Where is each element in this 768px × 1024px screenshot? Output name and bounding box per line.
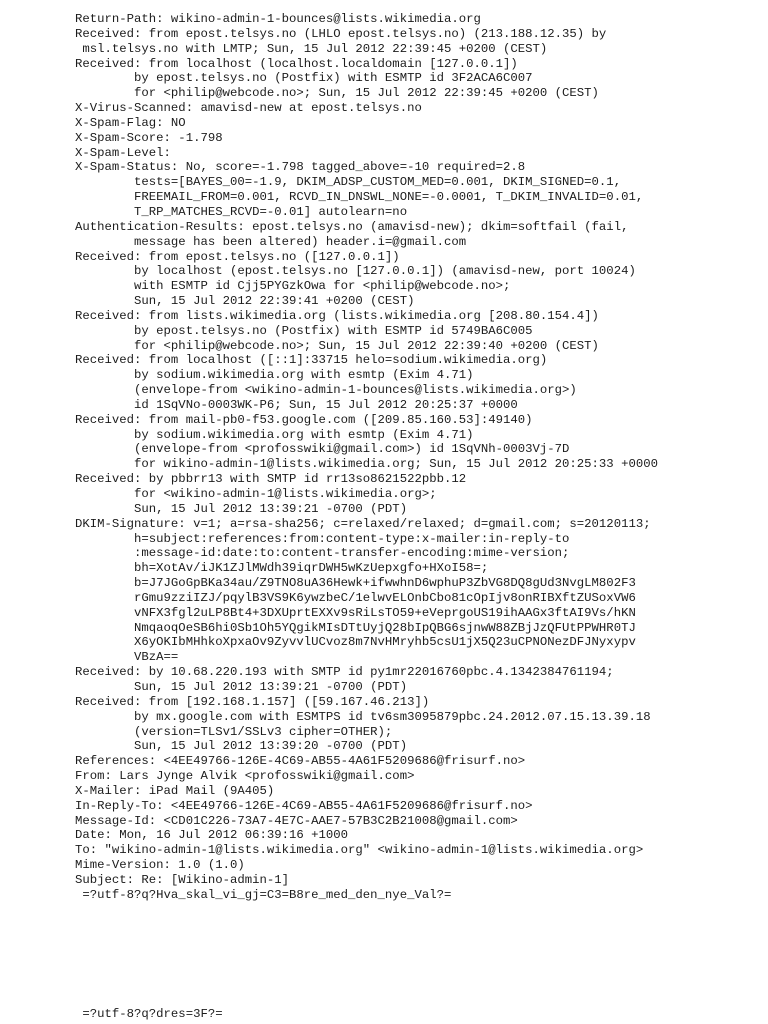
header-line: X-Mailer: iPad Mail (9A405) xyxy=(75,783,275,798)
header-line: Message-Id: <CD01C226-73A7-4E7C-AAE7-57B3C2B21008@gmail.com> xyxy=(75,813,518,828)
header-line: From: Lars Jynge Alvik <profosswiki@gmail.com> xyxy=(75,769,415,784)
header-line: msl.telsys.no with LMTP; Sun, 15 Jul 2012 22:39:45 +0200 (CEST) xyxy=(75,41,548,56)
header-line: tests=[BAYES_00=-1.9, DKIM_ADSP_CUSTOM_MED=0.001, DKIM_SIGNED=0.1, xyxy=(75,175,622,190)
header-line: Mime-Version: 1.0 (1.0) xyxy=(75,858,245,873)
header-line: Sun, 15 Jul 2012 13:39:21 -0700 (PDT) xyxy=(75,501,408,516)
header-line: h=subject:references:from:content-type:x-mailer:in-reply-to xyxy=(75,531,570,546)
header-line: by sodium.wikimedia.org with esmtp (Exim 4.71) xyxy=(75,427,474,442)
header-line: Received: from epost.telsys.no ([127.0.0.1]) xyxy=(75,249,400,264)
header-line: Received: by 10.68.220.193 with SMTP id py1mr22016760pbc.4.1342384761194; xyxy=(75,665,614,680)
header-line: by localhost (epost.telsys.no [127.0.0.1]) (amavisd-new, port 10024) xyxy=(75,264,636,279)
header-line: NmqaoqOeSB6hi0Sb1Oh5YQgikMIsDTtUyjQ28bIpQBG6sjnwW88ZBjJzQFUtPPWHR0TJ xyxy=(75,620,636,635)
header-line: Received: from [192.168.1.157] ([59.167.46.213]) xyxy=(75,694,430,709)
header-line: by mx.google.com with ESMTPS id tv6sm3095879pbc.24.2012.07.15.13.39.18 xyxy=(75,709,651,724)
header-line: To: "wikino-admin-1@lists.wikimedia.org" <wikino-admin-1@lists.wikimedia.org> xyxy=(75,843,644,858)
header-line: with ESMTP id Cjj5PYGzkOwa for <philip@webcode.no>; xyxy=(75,279,511,294)
header-line: Received: from mail-pb0-f53.google.com ([209.85.160.53]:49140) xyxy=(75,412,533,427)
header-line: (version=TLSv1/SSLv3 cipher=OTHER); xyxy=(75,724,393,739)
header-line: Subject: Re: [Wikino-admin-1] xyxy=(75,872,290,887)
header-line: Received: from localhost ([::1]:33715 helo=sodium.wikimedia.org) xyxy=(75,353,548,368)
header-line: for wikino-admin-1@lists.wikimedia.org; Sun, 15 Jul 2012 20:25:33 +0000 xyxy=(75,457,658,472)
header-line: DKIM-Signature: v=1; a=rsa-sha256; c=relaxed/relaxed; d=gmail.com; s=20120113; xyxy=(75,516,651,531)
header-line: X-Virus-Scanned: amavisd-new at epost.telsys.no xyxy=(75,101,422,116)
header-line: id 1SqVNo-0003WK-P6; Sun, 15 Jul 2012 20:25:37 +0000 xyxy=(75,397,518,412)
header-line: for <wikino-admin-1@lists.wikimedia.org>; xyxy=(75,487,437,501)
header-line: Date: Mon, 16 Jul 2012 06:39:16 +1000 xyxy=(75,828,349,843)
header-line: FREEMAIL_FROM=0.001, RCVD_IN_DNSWL_NONE=-0.0001, T_DKIM_INVALID=0.01, xyxy=(75,190,644,205)
email-header-block xyxy=(75,12,755,903)
header-line: :message-id:date:to:content-transfer-encoding:mime-version; xyxy=(75,546,570,561)
header-line: (envelope-from <wikino-admin-1-bounces@lists.wikimedia.org>) xyxy=(75,383,577,398)
header-line: (envelope-from <profosswiki@gmail.com>) id 1SqVNh-0003Vj-7D xyxy=(75,442,570,457)
header-line: Received: from lists.wikimedia.org (lists.wikimedia.org [208.80.154.4]) xyxy=(75,308,599,323)
header-line: Received: by pbbrr13 with SMTP id rr13so8621522pbb.12 xyxy=(75,472,467,487)
header-line: vNFX3fgl2uLP8Bt4+3DXUprtEXXv9sRiLsTO59+eVeprgoUS19ihAAGx3ftAI9Vs/hKN xyxy=(75,605,636,620)
header-line: b=J7JGoGpBKa34au/Z9TNO8uA36Hewk+ifwwhnD6wphuP3ZbVG8DQ8gUd3NvgLM802F3 xyxy=(75,576,636,591)
header-line: Sun, 15 Jul 2012 13:39:20 -0700 (PDT) xyxy=(75,739,408,754)
header-line: =?utf-8?q?Hva_skal_vi_gj=C3=B8re_med_den_nye_Val?= xyxy=(75,887,452,902)
header-line: X-Spam-Level: xyxy=(75,145,171,160)
header-line: X-Spam-Score: -1.798 xyxy=(75,130,223,145)
header-line: VBzA== xyxy=(75,650,179,665)
header-line: Received: from epost.telsys.no (LHLO epost.telsys.no) (213.188.12.35) by xyxy=(75,26,607,41)
header-line: References: <4EE49766-126E-4C69-AB55-4A61F5209686@frisurf.no> xyxy=(75,754,526,769)
header-line: message has been altered) header.i=@gmail.com xyxy=(75,234,467,249)
header-line: bh=XotAv/iJK1ZJlMWdh39iqrDWH5wKzUepxgfo+HXoI58=; xyxy=(75,561,489,576)
header-line: by epost.telsys.no (Postfix) with ESMTP id 5749BA6C005 xyxy=(75,323,533,338)
header-line: Received: from localhost (localhost.localdomain [127.0.0.1]) xyxy=(75,56,518,71)
header-line: T_RP_MATCHES_RCVD=-0.01] autolearn=no xyxy=(75,204,408,219)
header-line: X6yOKIbMHhkoXpxaOv9ZyvvlUCvoz8m7NvHMryhb5csU1jX5Q23uCPNONezDFJNyxypv xyxy=(75,635,636,650)
header-line: Sun, 15 Jul 2012 13:39:21 -0700 (PDT) xyxy=(75,679,408,694)
header-line: Sun, 15 Jul 2012 22:39:41 +0200 (CEST) xyxy=(75,294,415,309)
subject-continuation-line: =?utf-8?q?dres=3F?= xyxy=(75,1007,223,1021)
header-line: by sodium.wikimedia.org with esmtp (Exim 4.71) xyxy=(75,368,474,383)
header-line: Return-Path: wikino-admin-1-bounces@lists.wikimedia.org xyxy=(75,12,481,26)
header-line: by epost.telsys.no (Postfix) with ESMTP id 3F2ACA6C007 xyxy=(75,71,533,86)
header-line: for <philip@webcode.no>; Sun, 15 Jul 2012 22:39:40 +0200 (CEST) xyxy=(75,338,599,353)
header-line: X-Spam-Flag: NO xyxy=(75,115,186,130)
header-line: Authentication-Results: epost.telsys.no (amavisd-new); dkim=softfail (fail, xyxy=(75,219,629,234)
header-line: for <philip@webcode.no>; Sun, 15 Jul 2012 22:39:45 +0200 (CEST) xyxy=(75,86,599,101)
header-line: X-Spam-Status: No, score=-1.798 tagged_above=-10 required=2.8 xyxy=(75,160,526,175)
header-line: In-Reply-To: <4EE49766-126E-4C69-AB55-4A61F5209686@frisurf.no> xyxy=(75,798,533,813)
header-line: rGmu9zziIZJ/pqylB3VS9K6ywzbeC/1elwvELOnbCbo81cOpIjv8onRIBXftZUSoxVW6 xyxy=(75,590,636,605)
